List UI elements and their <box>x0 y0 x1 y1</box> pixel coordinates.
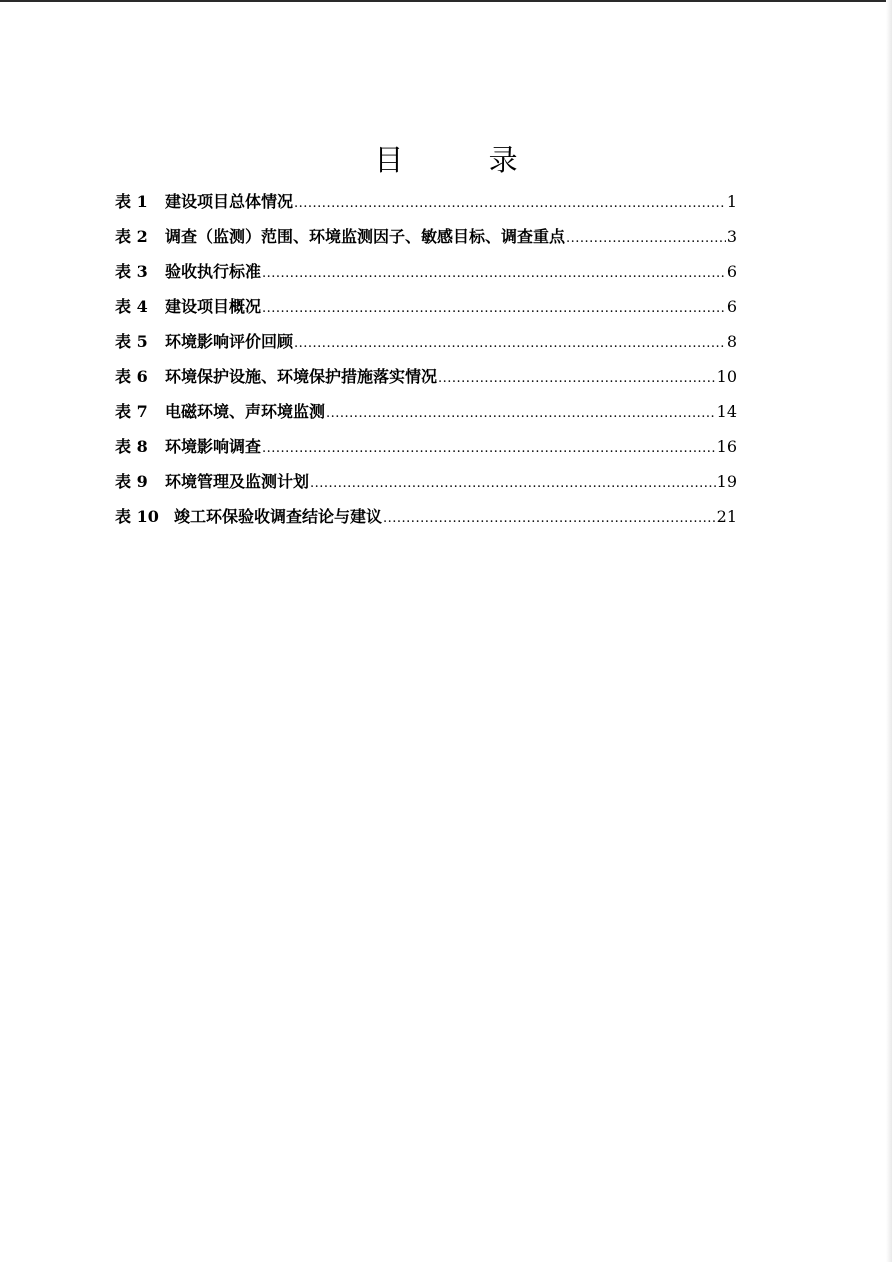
toc-entry-text: 电磁环境、声环境监测 <box>165 402 326 421</box>
toc-entry-label: 表 1 <box>115 192 148 211</box>
toc-entry-page: 14 <box>716 402 737 421</box>
toc-dot-leader <box>294 326 726 361</box>
toc-entry-label: 表 6 <box>115 367 148 386</box>
toc-entry-page: 6 <box>726 297 737 316</box>
toc-entry-text: 建设项目总体情况 <box>165 192 294 211</box>
toc-entry-text: 环境影响评价回顾 <box>165 332 294 351</box>
toc-entry[interactable] <box>115 429 737 464</box>
toc-entry-page: 19 <box>716 472 737 491</box>
toc-entry-text: 竣工环保验收调查结论与建议 <box>174 507 383 526</box>
toc-entry-label: 表 7 <box>115 402 148 421</box>
toc-entry-text: 验收执行标准 <box>165 262 262 281</box>
page-edge-shadow <box>886 0 892 1262</box>
toc-dot-leader <box>310 466 716 501</box>
toc-entry-text: 调查（监测）范围、环境监测因子、敏感目标、调查重点 <box>165 227 566 246</box>
toc-entry[interactable] <box>115 499 737 534</box>
toc-list <box>115 184 737 534</box>
toc-entry-label: 表 3 <box>115 262 148 281</box>
toc-entry-label: 表 8 <box>115 437 148 456</box>
toc-dot-leader <box>326 396 716 431</box>
toc-entry-label: 表 4 <box>115 297 148 316</box>
toc-entry[interactable] <box>115 464 737 499</box>
toc-entry-label: 表 5 <box>115 332 148 351</box>
toc-dot-leader <box>294 186 726 221</box>
toc-entry[interactable] <box>115 289 737 324</box>
toc-entry[interactable] <box>115 359 737 394</box>
toc-entry-text: 环境影响调查 <box>165 437 262 456</box>
toc-entry-page: 16 <box>716 437 737 456</box>
toc-entry-page: 10 <box>716 367 737 386</box>
toc-entry-label: 表 10 <box>115 507 159 526</box>
toc-title: 目 录 <box>374 143 556 177</box>
toc-entry-page: 1 <box>726 192 737 211</box>
toc-dot-leader <box>383 501 716 536</box>
toc-entry-label: 表 2 <box>115 227 148 246</box>
toc-entry[interactable] <box>115 394 737 429</box>
toc-dot-leader <box>262 291 726 326</box>
toc-dot-leader <box>262 256 726 291</box>
toc-entry-text: 环境管理及监测计划 <box>165 472 310 491</box>
toc-entry[interactable] <box>115 219 737 254</box>
toc-entry-label: 表 9 <box>115 472 148 491</box>
toc-entry[interactable] <box>115 254 737 289</box>
toc-entry[interactable] <box>115 324 737 359</box>
toc-entry-page: 21 <box>716 507 737 526</box>
toc-entry-text: 建设项目概况 <box>165 297 262 316</box>
toc-dot-leader <box>438 361 716 396</box>
top-border <box>0 0 892 2</box>
toc-entry-page: 6 <box>726 262 737 281</box>
toc-dot-leader <box>566 221 726 256</box>
toc-dot-leader <box>262 431 716 466</box>
toc-entry-text: 环境保护设施、环境保护措施落实情况 <box>165 367 438 386</box>
toc-entry-page: 8 <box>726 332 737 351</box>
toc-entry-page: 3 <box>726 227 737 246</box>
toc-entry[interactable] <box>115 184 737 219</box>
